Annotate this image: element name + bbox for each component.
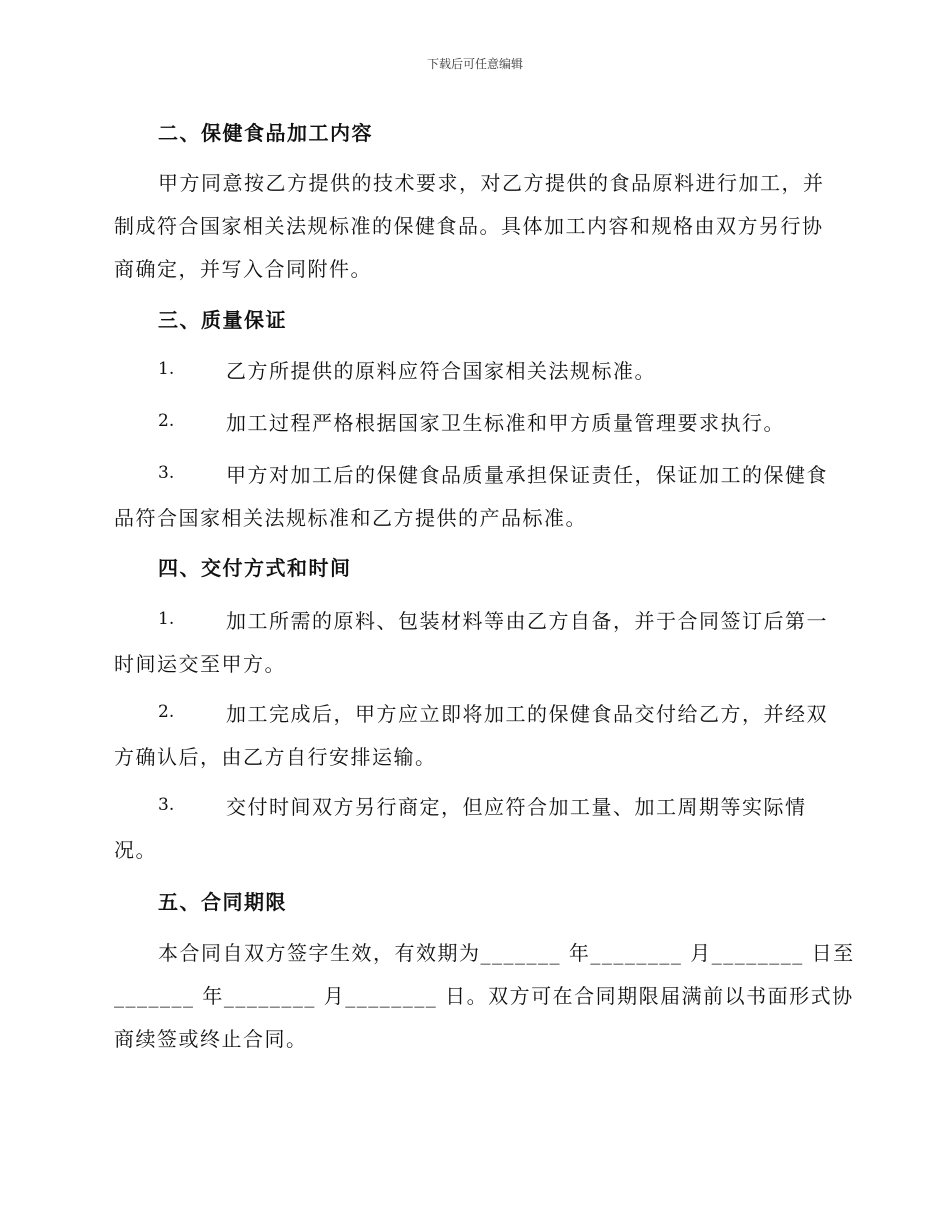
- list-item-number: 2.: [158, 411, 175, 431]
- list-item-continuation: 况。: [114, 838, 157, 862]
- list-item-text: 甲方对加工后的保健食品质量承担保证责任，保证加工的保健食: [226, 463, 828, 487]
- list-item-number: 1.: [158, 609, 175, 629]
- list-item-number: 3.: [158, 795, 175, 815]
- section-2-heading: 二、保健食品加工内容: [158, 121, 373, 145]
- section-3-heading: 三、质量保证: [158, 308, 287, 332]
- list-item-continuation: 品符合国家相关法规标准和乙方提供的产品标准。: [114, 506, 587, 530]
- section-2-paragraph-line: 商确定，并写入合同附件。: [114, 257, 372, 281]
- section-2-paragraph-line: 甲方同意按乙方提供的技术要求，对乙方提供的食品原料进行加工，并: [158, 171, 825, 195]
- section-5-paragraph-line: 本合同自双方签字生效，有效期为_______ 年________ 月________ 日至: [158, 941, 855, 965]
- list-item-text: 加工所需的原料、包装材料等由乙方自备，并于合同签订后第一: [226, 609, 828, 633]
- list-item-text: 乙方所提供的原料应符合国家相关法规标准。: [226, 359, 656, 383]
- section-2-paragraph-line: 制成符合国家相关法规标准的保健食品。具体加工内容和规格由双方另行协: [114, 214, 824, 238]
- section-5-paragraph-line: 商续签或终止合同。: [114, 1027, 308, 1051]
- section-5-heading: 五、合同期限: [158, 890, 287, 914]
- list-item-number: 3.: [158, 463, 175, 483]
- list-item-text: 加工完成后，甲方应立即将加工的保健食品交付给乙方，并经双: [226, 702, 828, 726]
- list-item-text: 交付时间双方另行商定，但应符合加工量、加工周期等实际情: [226, 795, 807, 819]
- list-item-text: 加工过程严格根据国家卫生标准和甲方质量管理要求执行。: [226, 411, 785, 435]
- section-5-paragraph-line: _______ 年________ 月________ 日。双方可在合同期限届满前以书面形式协: [114, 984, 854, 1008]
- list-item-number: 2.: [158, 702, 175, 722]
- list-item-number: 1.: [158, 359, 175, 379]
- list-item-continuation: 方确认后，由乙方自行安排运输。: [114, 745, 437, 769]
- section-4-heading: 四、交付方式和时间: [158, 556, 352, 580]
- page-header: 下载后可任意编辑: [426, 57, 523, 71]
- list-item-continuation: 时间运交至甲方。: [114, 652, 286, 676]
